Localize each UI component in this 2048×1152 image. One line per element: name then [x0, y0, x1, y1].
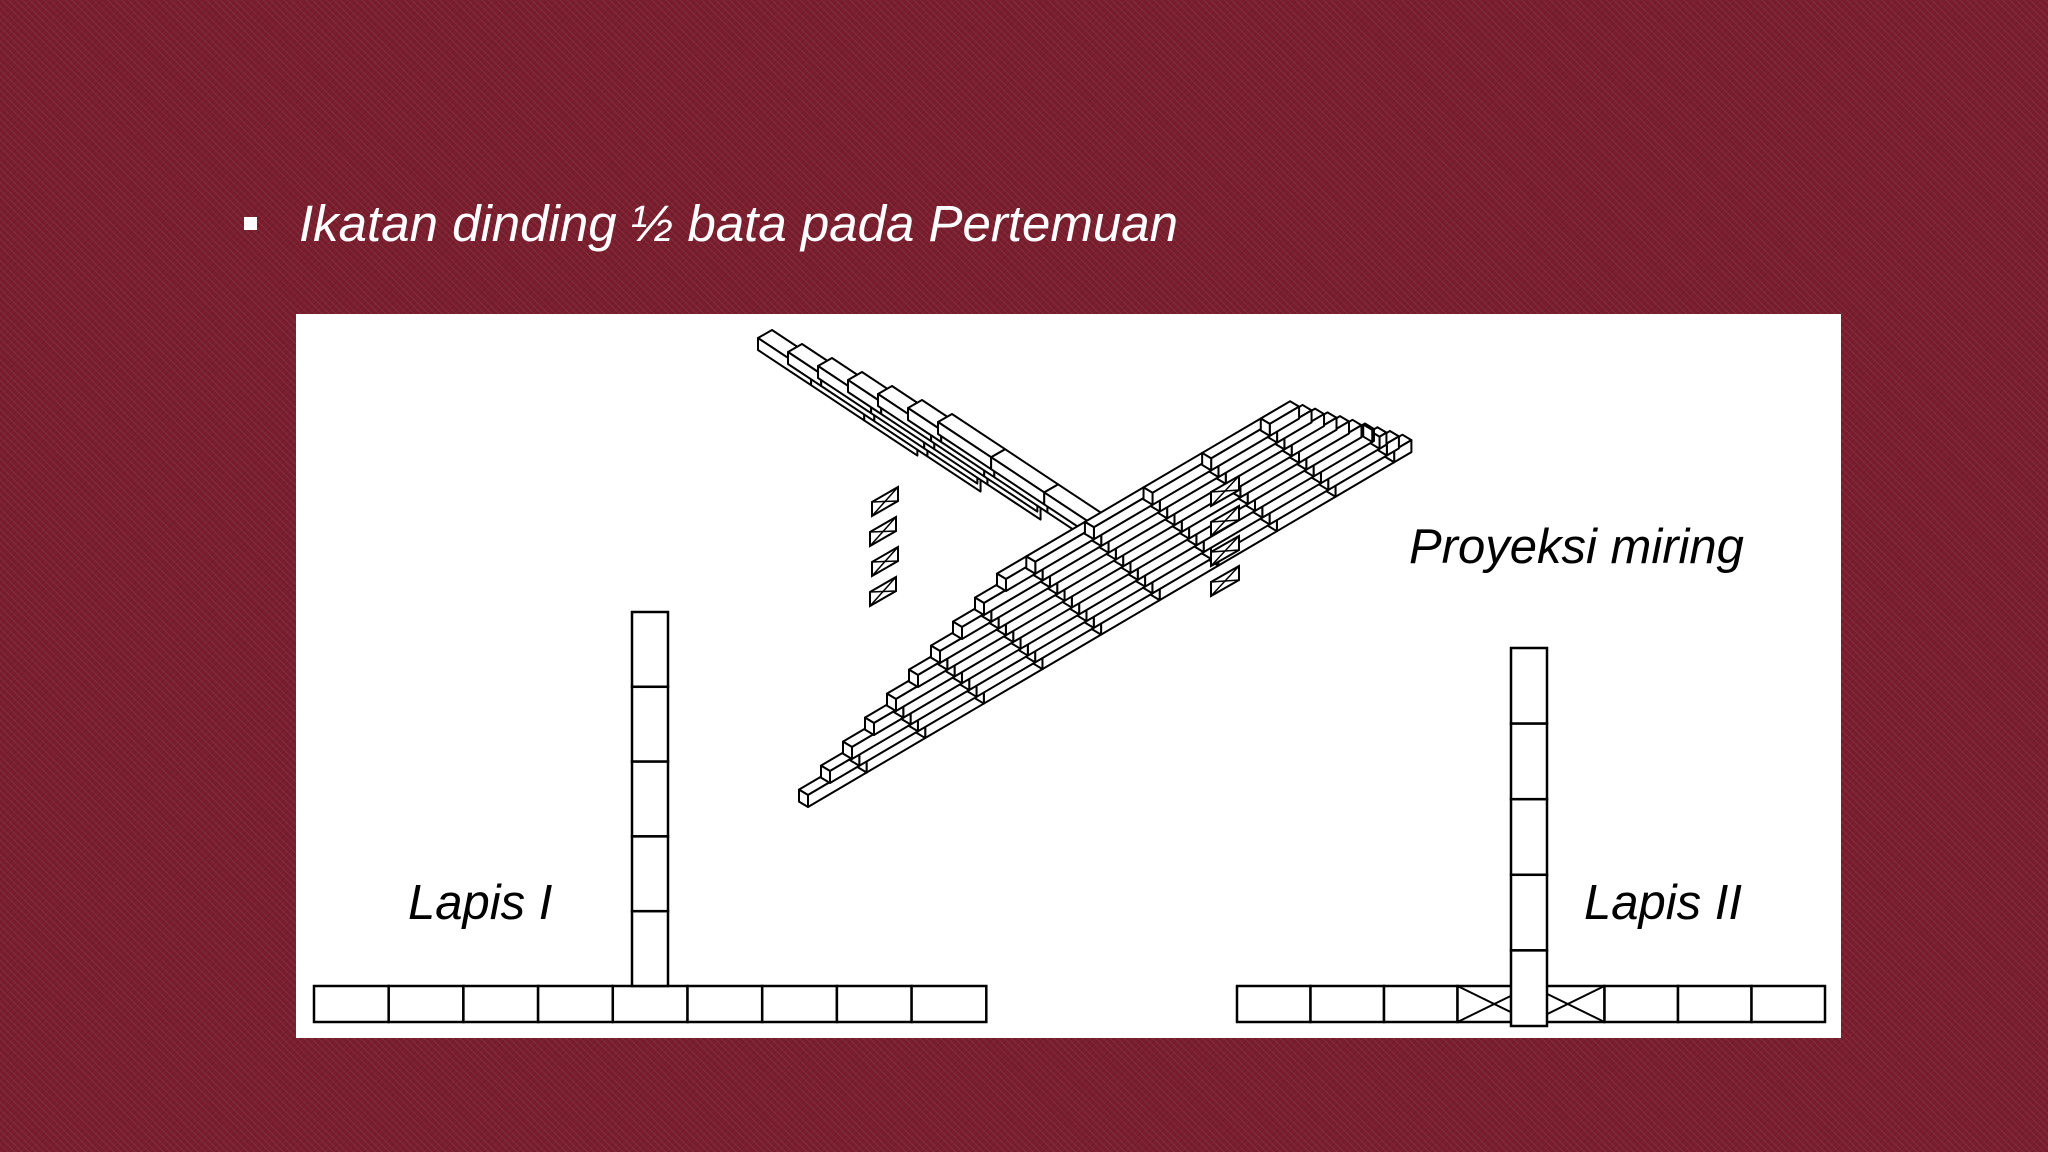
slide-title-row: [244, 188, 1178, 258]
layer2-branch-brick: [1511, 648, 1547, 724]
slide-title: Ikatan dinding ½ bata pada Pertemuan: [299, 194, 1178, 252]
layer1-wall-brick: [912, 986, 987, 1022]
layer2-wall-brick: [1237, 986, 1311, 1022]
layer1-wall-brick: [688, 986, 763, 1022]
layer1-wall-brick: [613, 986, 688, 1022]
layer2-wall-brick: [1384, 986, 1458, 1022]
main-course-brick-front: [1380, 433, 1387, 449]
layer1-wall-brick: [837, 986, 912, 1022]
brick-bond-figure: [296, 314, 1841, 1038]
layer2-branch-brick: [1511, 724, 1547, 800]
layer2-wall-brick: [1605, 986, 1679, 1022]
layer1-wall-brick: [389, 986, 464, 1022]
layer1-branch-brick: [632, 911, 668, 986]
layer2-branch-brick: [1511, 799, 1547, 875]
layer1-wall-brick: [762, 986, 837, 1022]
layer2-wall-brick: [1678, 986, 1752, 1022]
layer2-wall-brick: [1752, 986, 1826, 1022]
layer-1-label: Lapis I: [408, 876, 553, 930]
layer1-branch-brick: [632, 612, 668, 687]
projection-label: Proyeksi miring: [1409, 520, 1744, 574]
layer1-branch-brick: [632, 836, 668, 911]
layer1-wall-brick: [463, 986, 538, 1022]
square-bullet-icon: [244, 217, 257, 230]
layer2-wall-brick: [1311, 986, 1385, 1022]
layer2-branch-brick: [1511, 875, 1547, 951]
layer1-wall-brick: [538, 986, 613, 1022]
layer-2-label: Lapis II: [1584, 876, 1742, 930]
layer1-branch-brick: [632, 762, 668, 837]
layer1-branch-brick: [632, 687, 668, 762]
layer2-branch-brick: [1511, 950, 1547, 1026]
layer1-wall-brick: [314, 986, 389, 1022]
